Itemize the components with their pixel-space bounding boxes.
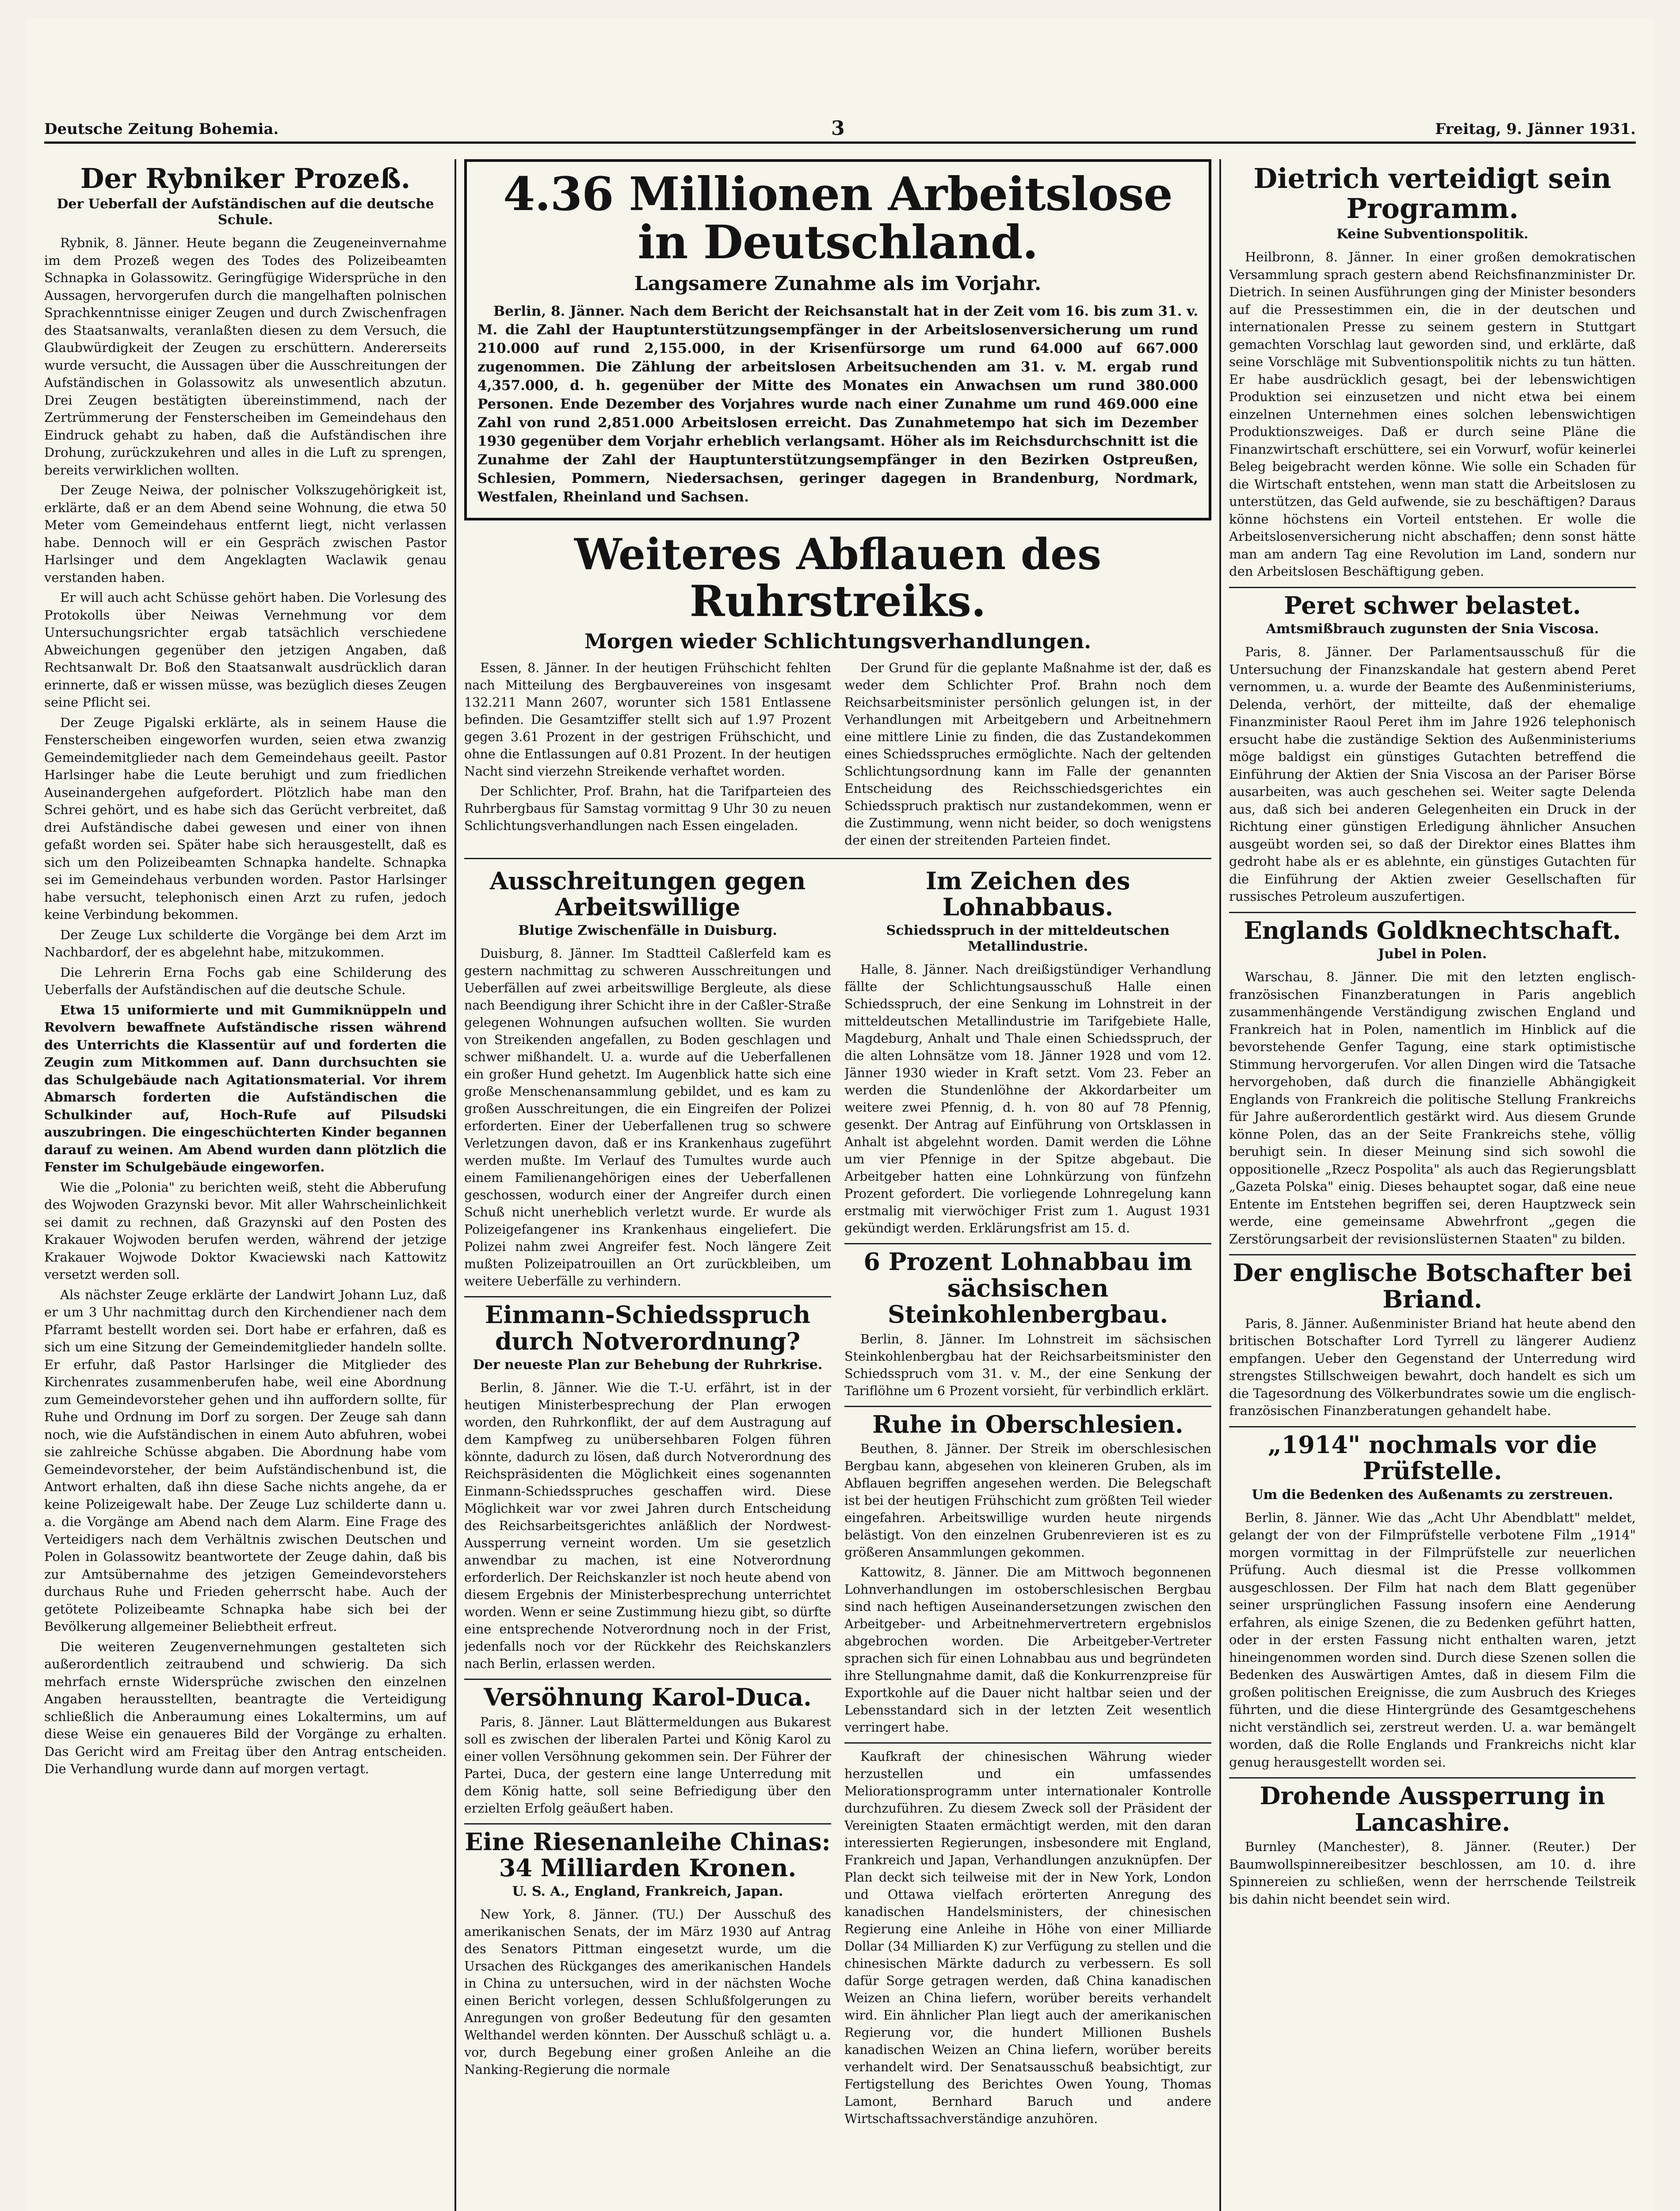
paragraph: Beuthen, 8. Jänner. Der Streik im oberschlesischen Bergbau kann, abgesehen von kleineren Gruben, als im Abflauen begriffen angesehen werden. Die Belegschaft ist bei der heutigen Frühschicht zum größten Teil wieder eingefahren. Arbeitswillige wurden heute nirgends belästigt. Von den einzelnen Grubenrevieren ist es zu größeren Ansammlungen gekommen. [844, 1441, 1211, 1560]
article-subtitle: Um die Bedenken des Außenamts zu zerstreuen. [1252, 1487, 1613, 1503]
ruhr-subtitle: Morgen wieder Schlichtungsverhandlungen. [584, 629, 1092, 653]
ruhr-body [464, 659, 1211, 852]
divider [464, 858, 1211, 859]
article-title: Der englische Botschafter bei Briand. [1233, 1259, 1632, 1313]
paragraph: Kattowitz, 8. Jänner. Die am Mittwoch begonnenen Lohnverhandlungen im ostoberschlesischen Bergbau sind nach heftigen Auseinandersetzungen zwischen den Arbeitgeber- und Arbeitnehmervertretern ergebnislos abgebrochen worden. Die Arbeitgeber-Vertreter sprachen sich für einen Lohnabbau aus und begründeten ihre Stellungnahme damit, daß die Konkurrenzpreise für Exportkohle auf die Dauer nicht haltbar seien und der Lebensstandard sich in der letzten Zeit wesentlich verringert habe. [844, 1565, 1211, 1735]
article-title: Im Zeichen des Lohnabbaus. [925, 866, 1130, 921]
article-title: Versöhnung Karol-Duca. [484, 1683, 812, 1712]
paragraph: Berlin, 8. Jänner. Im Lohnstreit im sächsischen Steinkohlenbergbau hat der Reichsarbeitsminister den Schiedsspruch vom 31. v. M., der eine Senkung der Tariflöhne um 6 Prozent vorsieht, für verbindlich erklärt. [844, 1331, 1211, 1398]
article-title: Peret schwer belastet. [1284, 591, 1581, 620]
paragraph: Der Zeuge Neiwa, der polnischer Volkszugehörigkeit ist, erklärte, daß er an dem Abend seine Wohnung, die etwa 50 Meter vom Gemeindehaus entfernt liegt, nicht verlassen habe. Dennoch will er ein Gespräch zwischen Pastor Harlsinger und dem Angeklagten Waclawik genau verstanden haben. [44, 482, 447, 585]
divider [1229, 1426, 1636, 1427]
paragraph: Essen, 8. Jänner. In der heutigen Frühschicht fehlten nach Mitteilung des Bergbauvereines von insgesamt 132.211 Mann 2607, worunter sich 1581 Entlassene befinden. Die Gesamtziffer stellt sich auf 1.97 Prozent gegen 3.61 Prozent in der gestrigen Frühschicht, und ohne die Entlassungen auf 0.81 Prozent. In der heutigen Nacht sind vierzehn Streikende verhaftet worden. [464, 660, 831, 779]
paragraph: Rybnik, 8. Jänner. Heute begann die Zeugeneinvernahme im dem Prozeß wegen des Todes des Polizeibeamten Schnapka in Golassowitz. Geringfügige Widersprüche in den Aussagen, hervorgerufen durch die mangelhaften polnischen Sprachkenntnisse einiger Zeugen und durch Zwischenfragen des Staatsanwalts, veranlaßten diesen zu dem Versuch, die Glaubwürdigkeit der Zeugen zu erschüttern. Andererseits wurde versucht, die Aussagen über die Ausschreitungen der Aufständischen in Golassowitz als unwesentlich abzutun. Drei Zeugen bestätigten übereinstimmend, nach der Zertrümmerung der Fensterscheiben im Gemeindehaus den Eindruck gehabt zu haben, daß die Aufständischen ihre Drohung, zurückzukehren und alles in die Luft zu sprengen, bereits verwirklichen wollten. [44, 235, 447, 478]
column-right [1229, 159, 1636, 1911]
paragraph: Burnley (Manchester), 8. Jänner. (Reuter.) Der Baumwollspinnereibesitzer beschlossen, am 10. d. ihre Spinnereien zu schließen, wenn der herrschende Teilstreik bis dahin nicht beendet sein wird. [1229, 1839, 1636, 1907]
paragraph: Kaufkraft der chinesischen Währung wieder herzustellen und ein umfassendes Meliorationsprogramm unter internationaler Kontrolle durchzuführen. Zu diesem Zweck soll der Präsident der Vereinigten Staaten ermächtigt werden, mit den daran interessierten Regierungen, insbesondere mit England, Frankreich und Japan, Verhandlungen anzuknüpfen. Der Plan deckt sich teilweise mit der in New York, London und Ottawa vielfach erörterten Anregung des kanadischen Handelsministers, der chinesischen Regierung eine Anleihe in Höhe von einer Milliarde Dollar (34 Milliarden K) zur Verfügung zu stellen und die chinesischen Märkte dadurch zu verbessern. Es soll dafür Sorge getragen werden, daß China kanadischen Weizen an China liefern, worüber bereits verhandelt wird. Ein ähnlicher Plan liegt auch der amerikanischen Regierung vor, die hundert Millionen Bushels kanadischen Weizen an China liefern, worüber bereits verhandelt wird. Der Senatsausschuß beabsichtigt, zur Fertigstellung des Berichtes Owen Young, Thomas Lamont, Bernhard Baruch und andere Wirtschaftssachverständige anzuhören. [844, 1749, 1211, 2126]
article-subtitle: U. S. A., England, Frankreich, Japan. [512, 1884, 783, 1900]
divider [464, 1823, 831, 1825]
divider [844, 1742, 1211, 1744]
article-title: Einmann-Schiedsspruch durch Notverordnung? [485, 1301, 811, 1355]
running-header [44, 111, 1636, 144]
paragraph: Als nächster Zeuge erklärte der Landwirt Johann Luz, daß er um 3 Uhr nachmittag durch den Kirchendiener nach dem Pfarramt bestellt worden sei. Dort habe er erfahren, daß es sich um eine Sitzung der Gemeindemitglieder handeln sollte. Er erfuhr, daß Pastor Harlsinger die Mitglieder des Kirchenrates zusammenberufen habe, weil eine Abordnung zum Gemeindevorsteher gehen und ihn auffordern sollte, für Ruhe und Ordnung im Dorf zu sorgen. Der Zeuge sah dann noch, wie die Aufständischen in einem Auto abfuhren, wobei sie zahlreiche Schüsse abgaben. Die Abordnung habe vom Gemeindevorsteher, der beim Aufständischenbund ist, die Antwort erhalten, daß ihn diese Sache nichts angehe, da er keine Polizeigewalt habe. Der Zeuge Luz schilderte dann u. a. die Vorgänge am Abend nach dem Alarm. Eine Frage des Verteidigers nach dem Verhältnis zwischen Deutschen und Polen in Golassowitz beantwortete der Zeuge dahin, daß bis zur Amtsübernahme des jetzigen Gemeindevorstehers durchaus Ruhe und Frieden geherrscht habe. Auch der getötete Polizeibeamte Schnapka habe sich bei der Bevölkerung allgemeiner Beliebtheit erfreut. [44, 1287, 447, 1634]
article-subtitle: Der neueste Plan zur Behebung der Ruhrkrise. [473, 1357, 823, 1373]
paragraph: Paris, 8. Jänner. Der Parlamentsausschuß für die Untersuchung der Finanzskandale hat gestern abend Peret vernommen, u. a. wurde der Beamte des Außenministeriums, Delenda, verhört, der mitteilte, daß der ehemalige Finanzminister Raoul Peret ihm im Jahre 1926 telephonisch ersucht habe die zuständige Sektion des Außenministeriums möge baldigst ein günstiges Gutachten betreffend die Einführung der Aktien der Snia Viscosa an der Pariser Börse ausarbeiten, was auch geschehen sei. Weiter sagte Delenda aus, daß sich bei anderen Gelegenheiten ein Druck in der Richtung einer günstigen Erledigung ähnlicher Ansuchen ausgeübt worden sei, so daß der Direktor eines Blattes ihm gedroht habe als er es ablehnte, ein günstiges Gutachten für die Einführung der Aktien zweier Gesellschaften für russisches Petroleum auszufertigen. [1229, 644, 1636, 904]
paragraph: Paris, 8. Jänner. Laut Blättermeldungen aus Bukarest soll es zwischen der liberalen Partei und König Karol zu einer vollen Versöhnung gekommen sein. Der Führer der Partei, Duca, der gestern eine lange Unterredung mit dem König hatte, soll seine Befriedigung über den erzielten Erfolg geäußert haben. [464, 1714, 831, 1816]
issue-date: Freitag, 9. Jänner 1931. [1435, 120, 1636, 138]
paragraph: Heilbronn, 8. Jänner. In einer großen demokratischen Versammlung sprach gestern abend Reichsfinanzminister Dr. Dietrich. In seinen Ausführungen ging der Minister besonders auf die Pressestimmen ein, die in der deutschen und internationalen Presse zu seinem gestern in Stuttgart gemachten Vorschlag laut geworden sind, und erklärte, daß seine Vorschläge mit Subventionspolitik nichts zu tun hätten. Er habe ausdrücklich gesagt, bei der lebenswichtigen Produktion sei einzusetzen und nicht etwa bei einem einzelnen Unternehmen eines solchen lebenswichtigen Produktionszweiges. Daß er durch seine Pläne die Finanzwirtschaft erschüttere, sei ein Vorwurf, wofür keinerlei Beleg beigebracht werden könne. Wie solle ein Schaden für die Wirtschaft entstehen, wenn man statt die Arbeitslosen zu unterstützen, das Geld aufwende, sie zu beschäftigen? Daraus könne höchstens ein Vorteil entstehen. Er wolle die Arbeitslosenversicherung nicht abschaffen; denn sonst hätte man am andern Tag eine Revolution im Land, sondern nur den Arbeitslosen Beschäftigung geben. [1229, 249, 1636, 579]
article-subtitle: Amtsmißbrauch zugunsten der Snia Viscosa. [1266, 621, 1599, 637]
headline-box [464, 159, 1211, 520]
paragraph: Die Lehrerin Erna Fochs gab eine Schilderung des Ueberfalls der Aufständischen auf die deutsche Schule. [44, 964, 447, 998]
subcolumn-left [464, 864, 831, 2130]
divider [844, 1243, 1211, 1244]
article-title: 6 Prozent Lohnabbau im sächsischen Steinkohlenbergbau. [863, 1247, 1192, 1329]
paragraph: New York, 8. Jänner. (TU.) Der Ausschuß des amerikanischen Senats, der im März 1930 auf Antrag des Senators Pittman eingesetzt wurde, um die Ursachen des Rückganges des amerikanischen Handels in China zu untersuchen, wird in der nächsten Woche einen Bericht vorlegen, dessen Schlußfolgerungen zu Anregungen von großer Bedeutung für den gesamten Welthandel werden könnten. Der Ausschuß schlägt u. a. vor, durch Begebung einer großen Anleihe an die Nanking-Regierung die normale [464, 1907, 831, 2077]
article-subtitle: Jubel in Polen. [1378, 946, 1487, 962]
divider [1229, 587, 1636, 588]
page-number: 3 [831, 117, 845, 140]
article-subtitle: Der Ueberfall der Aufständischen auf die deutsche Schule. [57, 196, 434, 228]
newspaper-page [27, 18, 1653, 2211]
paragraph: Die weiteren Zeugenvernehmungen gestalteten sich außerordentlich zeitraubend und schwierig. Da sich mehrfach ernste Widersprüche zwischen den einzelnen Angaben herausstellten, beantragte die Verteidigung schließlich die Anberaumung eines Lokaltermins, um auf diese Weise ein genaueres Bild der Vorgänge zu erhalten. Das Gericht wird am Freitag über den Antrag entscheiden. Die Verhandlung wurde dann auf morgen vertagt. [44, 1639, 447, 1777]
paragraph: Berlin, 8. Jänner. Wie das „Acht Uhr Abendblatt" meldet, gelangt der von der Filmprüfstelle verbotene Film „1914" morgen vormittag in der Filmprüfstelle zur neuerlichen Prüfung. Auch diesmal ist die Presse vollkommen ausgeschlossen. Der Film hat nach dem Blatt gegenüber seiner ursprünglichen Fassung insofern eine Aenderung erfahren, als einige Szenen, die zu Bedenken geführt hatten, oder in der ersten Fassung nicht enthalten waren, jetzt hineingenommen worden sind. Durch diese Szenen sollen die Bedenken des Auswärtigen Amtes, daß in diesem Film die großen politischen Ereignisse, die zum Ausbruch des Krieges führten, und die diese Hintergründe des Gesamtgeschehens nicht verständlich sei, zerstreut werden. U. a. war bemängelt worden, daß die Rolle Englands und Frankreichs nicht klar genug herausgestellt worden sei. [1229, 1510, 1636, 1770]
paragraph: Der Schlichter, Prof. Brahn, hat die Tarifparteien des Ruhrbergbaus für Samstag vormittag 9 Uhr 30 zu neuen Schlichtungsverhandlungen nach Essen eingeladen. [464, 784, 831, 833]
article-title: Drohende Aussperrung in Lancashire. [1260, 1782, 1605, 1836]
article-title: Dietrich verteidigt sein Programm. [1253, 162, 1611, 225]
paragraph: Er will auch acht Schüsse gehört haben. Die Vorlesung des Protokolls über Neiwas Vernehmung vor dem Untersuchungsrichter ergab tatsächlich verschiedene Abweichungen gegenüber den jetzigen Angaben, daß Rechtsanwalt Dr. Boß den Staatsanwalt ausdrücklich daran erinnerte, daß er wissen müsse, was bezüglich dieses Zeugen seine Pflicht sei. [44, 590, 447, 710]
divider [1229, 1254, 1636, 1255]
article-subtitle: Blutige Zwischenfälle in Duisburg. [518, 923, 777, 939]
headline: 4.36 Millionen Arbeitslose in Deutschland. [503, 167, 1172, 270]
paragraph: Berlin, 8. Jänner. Wie die T.-U. erfährt, ist in der heutigen Ministerbesprechung der Plan erwogen worden, den Ruhrkonflikt, der auf dem Austragung auf dem Kampfweg zu unübersehbaren Folgen führen könnte, dadurch zu lösen, daß durch Notverordnung des Reichspräsidenten die Möglichkeit eines sogenannten Einmann-Schiedsspruches geschaffen wird. Diese Möglichkeit war vor zwei Jahren durch Entscheidung des Reichsarbeitsgerichtes anläßlich der Nordwest-Aussperrung verneint worden. Um sie gesetzlich anwendbar zu machen, ist eine Notverordnung erforderlich. Der Reichskanzler ist noch heute abend von diesem Ergebnis der Ministerbesprechung unterrichtet worden. Wenn er seine Zustimmung hiezu gibt, so dürfte eine entsprechende Notverordnung noch in der Frist, jedenfalls noch vor der Rückkehr des Reichskanzlers nach Berlin, erlassen werden. [464, 1381, 831, 1672]
masthead-name: Deutsche Zeitung Bohemia. [44, 120, 279, 138]
article-title: „1914" nochmals vor die Prüfstelle. [1268, 1430, 1597, 1485]
column-center [464, 159, 1211, 2130]
article-title: Ausschreitungen gegen Arbeitswillige [489, 866, 806, 921]
column-rule [1219, 159, 1221, 2211]
paragraph: Der Zeuge Pigalski erklärte, als in seinem Hause die Fensterscheiben eingeworfen wurden, seien etwa zwanzig Gemeindemitglieder nach dem Gemeindehaus geeilt. Pastor Harlsinger habe die Leute beruhigt und zum friedlichen Auseinandergehen aufgefordert. Plötzlich habe man den Schrei gehört, und es habe sich das Gerücht verbreitet, daß drei Aufständische dabei gewesen und einer von ihnen gefaßt worden sei. Später habe sich herausgestellt, daß es sich um den Polizeibeamten Schnapka handelte. Schnapka sei im Gemeindehaus verbunden worden. Pastor Harlsinger habe versucht, telephonisch einen Arzt zu rufen, jedoch keine Verbindung bekommen. [44, 715, 447, 922]
paragraph: Duisburg, 8. Jänner. Im Stadtteil Caßlerfeld kam es gestern nachmittag zu schweren Ausschreitungen und Ueberfällen auf zwei arbeitswillige Bergleute, als diese nach Beendigung ihrer Schicht ihre in der Caßler-Straße gelegenen Wohnungen aufsuchen wollten. Sie wurden von Streikenden angefallen, zu Boden geschlagen und schwer mißhandelt. U. a. wurde auf die Ueberfallenen ein großer Hund gehetzt. Im Augenblick hatte sich eine große Menschenansammlung gebildet, und es kam zu großen Ausschreitungen, die ein Eingreifen der Polizei erforderten. Einer der Ueberfallenen trug so schwere Verletzungen davon, daß er ins Krankenhaus zugeführt werden mußte. Im Verlauf des Tumultes wurde auch einem Familienangehörigen eines der Ueberfallenen geschossen, wodurch einer der Angreifer durch einen Schuß nicht unerheblich verletzt wurde. Er wurde als Polizeigefangener ins Krankenhaus eingeliefert. Die Polizei nahm zwei Angreifer fest. Noch längere Zeit mußten Polizeipatrouillen an Ort zurückbleiben, um weitere Ueberfälle zu verhindern. [464, 946, 831, 1289]
divider [464, 1679, 831, 1680]
divider [464, 1296, 831, 1297]
lower-columns [464, 864, 1211, 2130]
paragraph: Warschau, 8. Jänner. Die mit den letzten englisch-französischen Finanzberatungen in Paris angeblich zusammenhängende Verständigung zwischen England und Frankreich hat in Polen, namentlich im Hinblick auf die bevorstehende Genfer Tagung, eine stark optimistische Stimmung hervorgerufen. Vor allen Dingen wird die Tatsache hervorgehoben, daß durch die finanzielle Abhängigkeit Englands von Frankreich die politische Stellung Frankreichs für Jahre außerordentlich gestärkt wird. Aus diesem Grunde könne Polen, das an der Seite Frankreichs stehe, völlig beruhigt sein. In dieser Meinung sind sich sowohl die oppositionelle „Rzecz Pospolita" als auch das Regierungsblatt „Gazeta Polska" einig. Dieses behauptet sogar, daß eine neue Entente im Entstehen begriffen sei, deren Hauptzweck sein werde, eine gemeinsame Abwehrfront „gegen die Zerstörungsarbeit der revisionslüsternen Staaten" zu bilden. [1229, 969, 1636, 1247]
column-rule [454, 159, 456, 2211]
headline-subtitle: Langsamere Zunahme als im Vorjahr. [634, 272, 1042, 295]
article-title: Der Rybniker Prozeß. [80, 162, 411, 195]
divider [1229, 912, 1636, 913]
article-subtitle: Keine Subventionspolitik. [1336, 226, 1529, 242]
paragraph: Etwa 15 uniformierte und mit Gummiknüppeln und Revolvern bewaffnete Aufständische rissen während des Unterrichts die Klassentür auf und forderten die Zeugin zum Mitkommen auf. Dann durchsuchten sie das Schulgebäude nach Agitationsmaterial. Vor ihrem Abmarsch forderten die Aufständischen die Schulkinder auf, Hoch-Rufe auf Pilsudski auszubringen. Die eingeschüchterten Kinder begannen darauf zu weinen. Am Abend wurden dann plötzlich die Fenster im Schulgebäude eingeworfen. [44, 1002, 447, 1175]
paragraph: Halle, 8. Jänner. Nach dreißigstündiger Verhandlung fällte der Schlichtungsausschuß Halle einen Schiedsspruch, der eine Senkung im Lohnstreit in der mitteldeutschen Metallindustrie im Tarifgebiete Halle, Magdeburg, Anhalt und Thale einen Schiedsspruch, der die alten Lohnsätze vom 18. Jänner 1928 und vom 12. Jänner 1930 wieder in Kraft setzt. Vom 23. Feber an werden die Stundenlöhne der Akkordarbeiter um weitere zwei Pfennig, d. h. von 80 auf 78 Pfennig, gesenkt. Der Antrag auf Einführung von Ortsklassen in Anhalt ist abgelehnt worden. Damit werden die Löhne um vier Pfennige in der Spitze abgebaut. Die Arbeitgeber hatten eine Lohnkürzung von fünfzehn Prozent gefordert. Die vorliegende Lohnregelung kann erstmalig mit vierwöchiger Frist zum 1. August 1931 gekündigt werden. Erklärungsfrist am 15. d. [844, 962, 1211, 1236]
article-title: Eine Riesenanleihe Chinas: 34 Milliarden Kronen. [465, 1827, 831, 1882]
paragraph: Berlin, 8. Jänner. Nach dem Bericht der Reichsanstalt hat in der Zeit vom 16. bis zum 31. v. M. die Zahl der Hauptunterstützungsempfänger in der Arbeitslosenversicherung um rund 210.000 auf rund 2,155.000, in der Krisenfürsorge um rund 64.000 auf 667.000 zugenommen. Die Zählung der arbeitslosen Arbeitsuchenden am 31. v. M. ergab rund 4,357.000, d. h. gegenüber der Mitte des Monates ein Anwachsen um rund 380.000 Personen. Ende Dezember des Vorjahres wurde nach einer Zunahme um rund 469.000 eine Zahl von rund 2,851.000 Arbeitslosen erreicht. Das Zunahmetempo hat sich im Dezember 1930 gegenüber dem Vorjahr erheblich verlangsamt. Höher als im Reichsdurchschnitt ist die Zunahme der Zahl der Hauptunterstützungsempfänger in den Bezirken Ostpreußen, Schlesien, Pommern, Niedersachsen, geringer dagegen in Brandenburg, Nordmark, Westfalen, Rheinland und Sachsen. [477, 303, 1198, 505]
divider [844, 1406, 1211, 1407]
article-title: Englands Goldknechtschaft. [1244, 916, 1621, 945]
paragraph: Paris, 8. Jänner. Außenminister Briand hat heute abend den britischen Botschafter Lord Tyrrell zu längerer Audienz empfangen. Ueber den Gegenstand der Unterredung wird strengstes Stillschweigen bewahrt, doch handelt es sich um die Tagesordnung des Völkerbundrates sowie um die englisch-französischen Finanzberatungen gehandelt habe. [1229, 1316, 1636, 1419]
column-left [44, 159, 447, 1781]
paragraph: Der Zeuge Lux schilderte die Vorgänge bei dem Arzt im Nachbardorf, der es abgelehnt habe, mitzukommen. [44, 927, 447, 960]
article-subtitle: Schiedsspruch in der mitteldeutschen Metallindustrie. [886, 923, 1170, 955]
divider [1229, 1777, 1636, 1779]
paragraph: Wie die „Polonia" zu berichten weiß, steht die Abberufung des Wojwoden Grazynski bevor. Mit aller Wahrscheinlichkeit sei damit zu rechnen, daß Grazynski auf den Posten des Krakauer Wojwoden berufen werden, während der jetzige Krakauer Wojwode Doktor Kwaciewski nach Kattowitz versetzt werden soll. [44, 1179, 447, 1282]
paragraph: Der Grund für die geplante Maßnahme ist der, daß es weder dem Schlichter Prof. Brahn noch dem Reichsarbeitsminister persönlich gelungen ist, in der Verhandlungen mit Arbeitgebern und Arbeitnehmern eine mittlere Linie zu finden, die das Zustandekommen eines Schiedsspruches ermöglichte. Nach der geltenden Schlichtungsordnung kann im Falle der genannten Entscheidung des Reichsschiedsgerichtes ein Schiedsspruch praktisch nur zustandekommen, wenn er die Zustimmung, wenn nicht beider, so doch wenigstens der einen der streitenden Parteien findet. [844, 660, 1211, 848]
subcolumn-right [844, 864, 1211, 2130]
ruhr-headline: Weiteres Abflauen des Ruhrstreiks. [574, 529, 1102, 626]
article-title: Ruhe in Oberschlesien. [872, 1410, 1184, 1438]
